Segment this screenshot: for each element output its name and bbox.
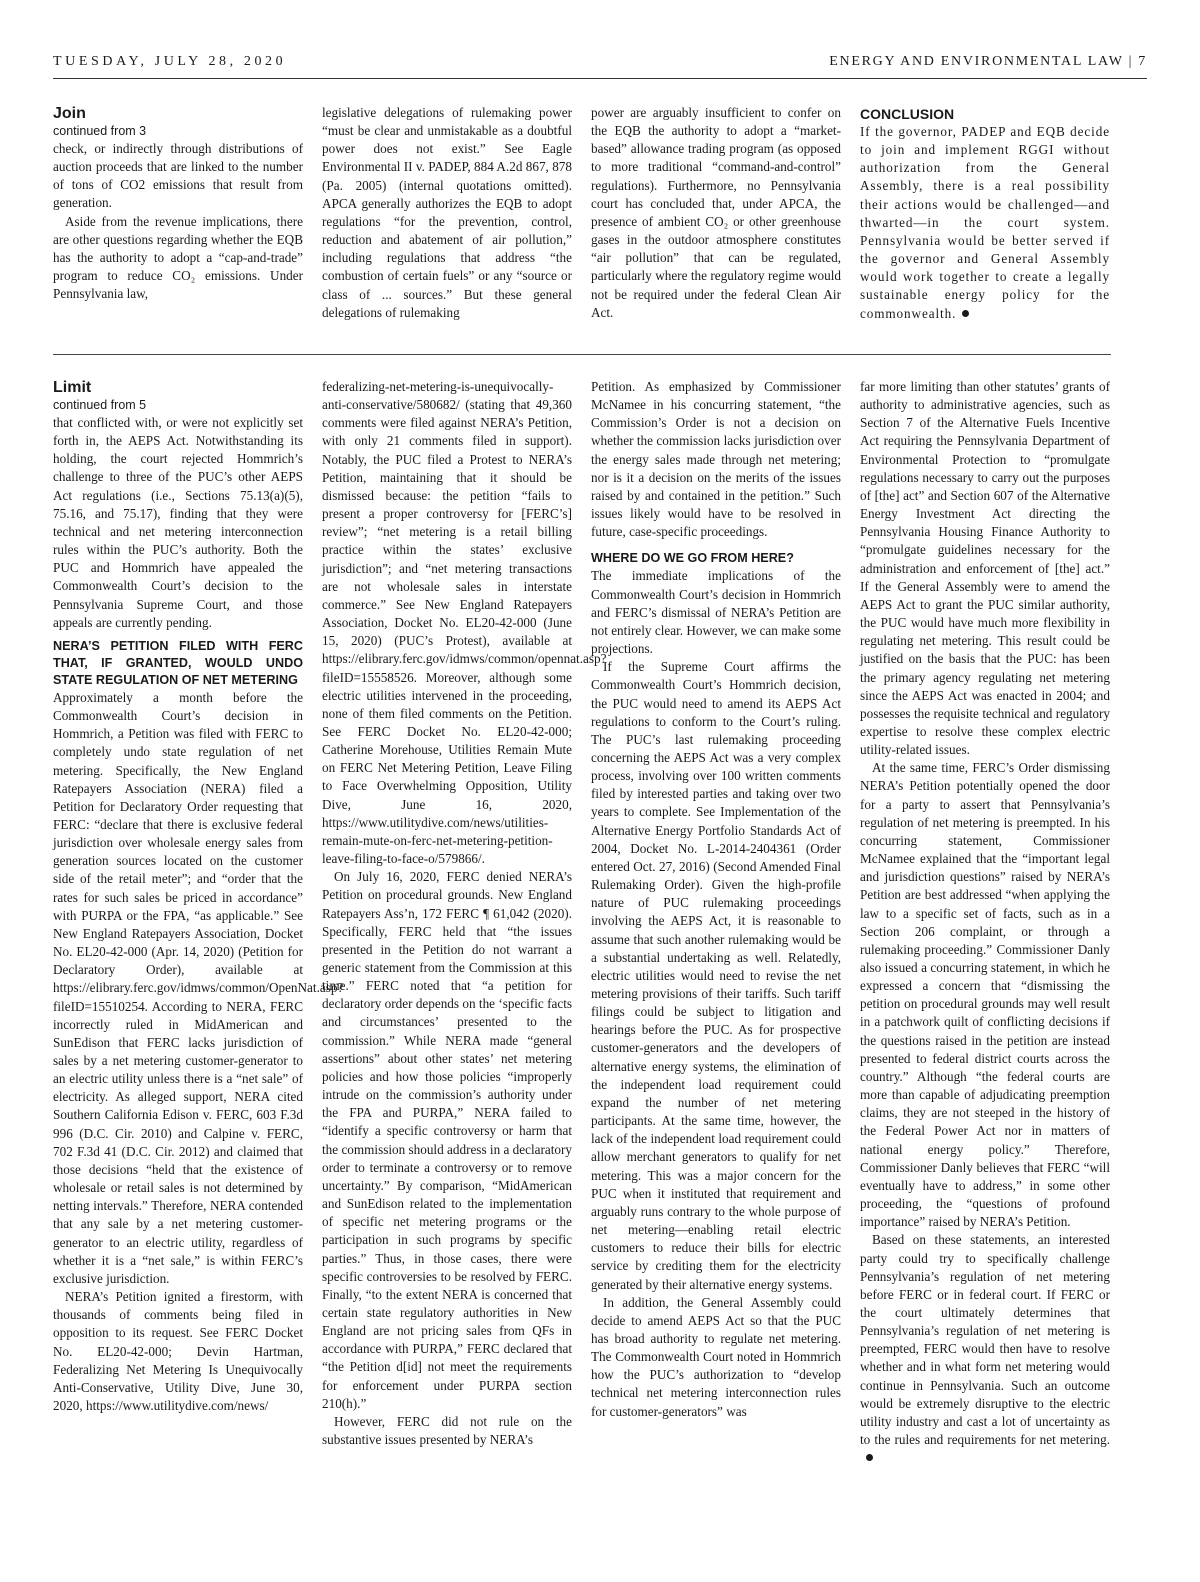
limit-column-2 <box>322 378 607 1449</box>
join-column-4 <box>860 104 1110 323</box>
article-kicker: Join <box>53 105 86 122</box>
paragraph-with-endmark <box>860 123 1110 323</box>
section-heading: NERA’S PETITION FILED WITH FERC THAT, IF GRANTED, WOULD UNDO STATE REGULATION OF NET METERING <box>53 638 303 687</box>
paragraph-text: If the governor, PADEP and EQB decide to join and implement RGGI without authorization from the General Assembly, there is a real possibility their actions would be challenged—and thwarted—in the court system. Pennsylvania would be better served if the governor and General Assembly would work together to create a legally sustainable energy policy for the commonwealth. <box>860 124 1110 321</box>
paragraph: far more limiting than other statutes’ grants of authority to administrative agencies, such as Section 7 of the Alternative Fuels Incentive Act requiring the Pennsylvania Department of Environmental Protection to “promulgate regulations necessary to carry out the purposes of [the] act” and Section 607 of the Alternative Energy Investment Act directing the Pennsylvania Housing Finance Authority to “promulgate guidelines necessary for the administration and enforcement of [the] act.” If the General Assembly were to amend the AEPS Act to grant the PUC similar authority, the PUC would have much more flexibility in regulating net metering. This result could be justified on the basis that the PUC: has been the primary agency regulating net metering since the AEPS Act was enacted in 2004; and possesses the requisite technical and regulatory expertise to resolve these complex electric utility-related issues. <box>860 379 1110 758</box>
paragraph: power are arguably insufficient to confer on the EQB the authority to adopt a “market-based” allowance trading program (as opposed to more traditional “command-and-control” regulations). Furthermore, no Pennsylvania court has concluded that, under APCA, the presence of ambient CO₂ or other greenhouse gases in the outdoor atmosphere constitutes “air pollution” that can be regulated, particularly where the regulatory regime would not be required under the federal Clean Air Act. <box>591 105 841 320</box>
join-column-1 <box>53 104 303 303</box>
paragraph: legislative delegations of rulemaking power “must be clear and unmistakable as a doubtful power does not exist.” See Eagle Environmental II v. PADEP, 884 A.2d 867, 878 (Pa. 2005) (internal quotations omitted). APCA generally authorizes the EQB to adopt regulations “for the prevention, control, reduction and abatement of air pollution,” including regulations that address “the combustion of certain fuels” or any “source or class of ... sources.” But these general delegations of rulemaking <box>322 105 572 320</box>
paragraph: The immediate implications of the Commonwealth Court’s decision in Hommrich and FERC’s dismissal of NERA’s Petition are not entirely clear. However, we can make some projections. <box>591 568 841 657</box>
paragraph: check, or indirectly through distributions of auction proceeds that are linked to the number of tons of CO2 emissions that result from generation. <box>53 141 303 211</box>
paragraph: Petition. As emphasized by Commissioner McNamee in his concurring statement, “the Commission’s Order is not a decision on whether the commission lacks jurisdiction over the energy sales made through net metering; nor is it a decision on the merits of the issues raised by and contained in the petition.” Such issues likely would have to be resolved in future, case-specific proceedings. <box>591 379 841 540</box>
publication-title: ENERGY AND ENVIRONMENTAL LAW | 7 <box>829 54 1147 69</box>
limit-article-continuation <box>53 378 1111 1508</box>
join-column-3 <box>591 104 841 322</box>
paragraph: NERA’s Petition ignited a firestorm, with thousands of comments being filed in opposition to its request. See FERC Docket No. EL20-42-000; Devin Hartman, Federalizing Net Metering Is Unequivocally Anti-Conservative, Utility Dive, June 30, 2020, https://www.utilitydive.com/news/ <box>53 1289 303 1413</box>
paragraph-with-endmark <box>860 1231 1110 1467</box>
page-header <box>53 52 1147 79</box>
paragraph: In addition, the General Assembly could decide to amend AEPS Act so that the PUC has broad authority to regulate net metering. The Commonwealth Court noted in Hommrich how the PUC’s authorization to “develop technical net metering interconnection rules for customer-generators” was <box>591 1294 841 1419</box>
paragraph: Approximately a month before the Commonwealth Court’s decision in Hommrich, a Petition was filed with FERC to completely undo state regulation of net metering. Specifically, the New England Ratepayers Association (NERA) filed a Petition for Declaratory Order requesting that FERC: “declare that there is exclusive federal jurisdiction over wholesale energy sales from generation sources located on the customer side of the retail meter”; and “order that the rates for such sales be priced in accordance” with PURPA or the FPA, “as applicable.” See New England Ratepayers Association, Docket No. EL20-42-000 (Apr. 14, 2020) (Petition for Declaratory Order), available at https://elibrary.ferc.gov/idmws/common/OpenNat.asp?fileID=15510254. According to NERA, FERC incorrectly ruled in MidAmerican and SunEdison that FERC lacks jurisdiction of sales by a net metering customer-generator to an electric utility unless there is a “net sale” of electricity. As alleged support, NERA cited Southern California Edison v. FERC, 603 F.3d 996 (D.C. Cir. 2010) and Calpine v. FERC, 702 F.3d 41 (D.C. Cir. 2012) and claimed that those decisions “held that the existence of wholesale or retail sales is not determined by netting intervals.” Therefore, NERA contended that any sale by a net metering customer-generator to an electric utility, regardless of whether it is a “net sale,” is within FERC’s exclusive jurisdiction. <box>53 689 344 1286</box>
limit-column-1 <box>53 378 344 1415</box>
paragraph: However, FERC did not rule on the substantive issues presented by NERA’s <box>322 1413 572 1448</box>
section-heading: CONCLUSION <box>860 106 955 122</box>
limit-column-4 <box>860 378 1110 1467</box>
end-of-article-mark <box>962 310 969 317</box>
join-column-2 <box>322 104 572 322</box>
limit-column-3 <box>591 378 841 1421</box>
paragraph: At the same time, FERC’s Order dismissing NERA’s Petition potentially opened the door for a party to assert that Pennsylvania’s regulation of net metering is preempted. In his concurring statement, Commissioner McNamee explained that the “important legal and jurisdiction questions” raised by NERA’s Petition are best addressed “when applying the law to a specific set of facts, such as in a Section 206 complaint, or through a rulemaking proceeding.” Commissioner Danly also issued a concurring statement, in which he expressed a concern that “dismissing the petition on procedural grounds may well result in a patchwork quilt of conflicting decisions if the questions raised in the petition are instead presented to federal district courts across the country.” Although “the federal courts are more than capable of adjudicating preemption claims, they are not steeped in the history of the Federal Power Act nor in matters of national energy policy.” Therefore, Commissioner Danly believes that FERC “will eventually have to address,” in some other proceeding, the “questions of profound importance” raised by NERA’s Petition. <box>860 760 1110 1230</box>
join-article-continuation <box>53 104 1111 330</box>
paragraph: Aside from the revenue implications, there are other questions regarding whether the EQB has the authority to adopt a “cap-and-trade” program to reduce CO₂ emissions. Under Pennsylvania law, <box>53 213 303 302</box>
section-heading: WHERE DO WE GO FROM HERE? <box>591 551 794 566</box>
article-kicker: Limit <box>53 379 92 396</box>
paragraph: that conflicted with, or were not explicitly set forth in, the AEPS Act. Notwithstanding its holding, the court rejected Hommrich’s challenge to three of the PUC’s other AEPS Act regulations (i.e., Sections 75.13(a)(5), 75.16, and 75.17), finding that they were technical and net metering interconnection rules within the PUC’s authority. Both the PUC and Hommrich have appealed the Commonwealth Court’s decision to the Pennsylvania Supreme Court, and those appeals are currently pending. <box>53 415 303 630</box>
paragraph: On July 16, 2020, FERC denied NERA’s Petition on procedural grounds. New England Ratepayers Ass’n, 172 FERC ¶ 61,042 (2020). Specifically, FERC held that “the issues presented in the Petition do not warrant a generic statement from the Commission at this time.” FERC noted that “a petition for declaratory order depends on the ‘specific facts and circumstances’ presented to the commission.” While NERA made “general assertions” about other states’ net metering policies and how those policies “improperly intrude on the commission’s authority under the FPA and PURPA,” NERA failed to “identify a specific controversy or harm that the commission should address in a declaratory order to terminate a controversy or to remove uncertainty.” By comparison, “MidAmerican and SunEdison related to the implementation of specific net metering programs or the participation in such programs by specific parties.” Thus, in those cases, there were specific controversies to be resolved by FERC. Finally, “to the extent NERA is concerned that certain state regulatory authorities in New England are not pricing sales from QFs in accordance with PURPA,” FERC declared that “the Petition d[id] not meet the requirements for enforcement under PURPA section 210(h).” <box>322 869 572 1411</box>
end-of-article-mark <box>866 1454 873 1461</box>
continued-from: continued from 3 <box>53 124 147 138</box>
paragraph: federalizing-net-metering-is-unequivocally-anti-conservative/580682/ (stating that 49,360 comments were filed against NERA’s Petition, with only 21 comments filed in support). Notably, the PUC filed a Protest to NERA’s Petition, maintaining that it should be dismissed because: the petition “fails to present a proper controversy for [FERC’s] review”; “net metering is a retail billing practice within the states’ exclusive jurisdiction”; and “net metering transactions are not wholesale sales in interstate commerce.” See New England Ratepayers Association, Docket No. EL20-42-000 (June 15, 2020) (PUC’s Protest), available at https://elibrary.ferc.gov/idmws/common/opennat.asp?fileID=15558526. Moreover, although some electric utilities intervened in the proceeding, none of them filed comments on the Petition. See FERC Docket No. EL20-42-000; Catherine Morehouse, Utilities Remain Mute on FERC Net Metering Petition, Leave Filing to Face Overwhelming Opposition, Utility Dive, June 16, 2020, https://www.utilitydive.com/news/utilities-remain-mute-on-ferc-net-metering-petition-leave-filing-to-face-o/579866/. <box>322 379 607 867</box>
section-divider <box>53 354 1111 355</box>
paragraph: If the Supreme Court affirms the Commonwealth Court’s Hommrich decision, the PUC would need to amend its AEPS Act regulations to conform to the Court’s ruling. The PUC’s last rulemaking proceeding concerning the AEPS Act was a very complex process, involving over 100 written comments filed by interested parties and taking over two years to complete. See Implementation of the Alternative Energy Portfolio Standards Act of 2004, Docket No. L-2014-2404361 (Order entered Oct. 27, 2016) (Second Amended Final Rulemaking Order). Given the high-profile nature of PUC rulemaking proceedings involving the AEPS Act, it is reasonable to assume that such another rulemaking would be a substantial undertaking as well. Relatedly, electric utilities would need to revise the net metering provisions of their tariffs. Such tariff filings could be subject to litigation and hearings before the PUC. As for prospective customer-generators and the developers of alternative energy systems, the elimination of the independent load requirement could expand the number of net metering participants. At the same time, however, the lack of the independent load requirement could allow merchant generators to qualify for net metering. This was a major concern for the PUC when it instituted that requirement and arguably runs contrary to the whole purpose of net metering—enabling retail electric customers to reduce their bills for electric service by crediting them for the electricity generated by their alternative energy systems. <box>591 659 841 1292</box>
continued-from: continued from 5 <box>53 398 147 412</box>
paragraph-text: Based on these statements, an interested party could try to specifically challenge Pennsylvania’s regulation of net metering before FERC or in federal court. If FERC or the court ultimately determines that Pennsylvania’s regulation of net metering is preempted, FERC would then have to resolve whether and in what form net metering would continue in Pennsylvania. Such an outcome would be extremely disruptive to the electric utility industry and cast a lot of uncertainty as to the rules and requirements for net metering. <box>860 1232 1110 1448</box>
issue-date: TUESDAY, JULY 28, 2020 <box>53 54 287 69</box>
